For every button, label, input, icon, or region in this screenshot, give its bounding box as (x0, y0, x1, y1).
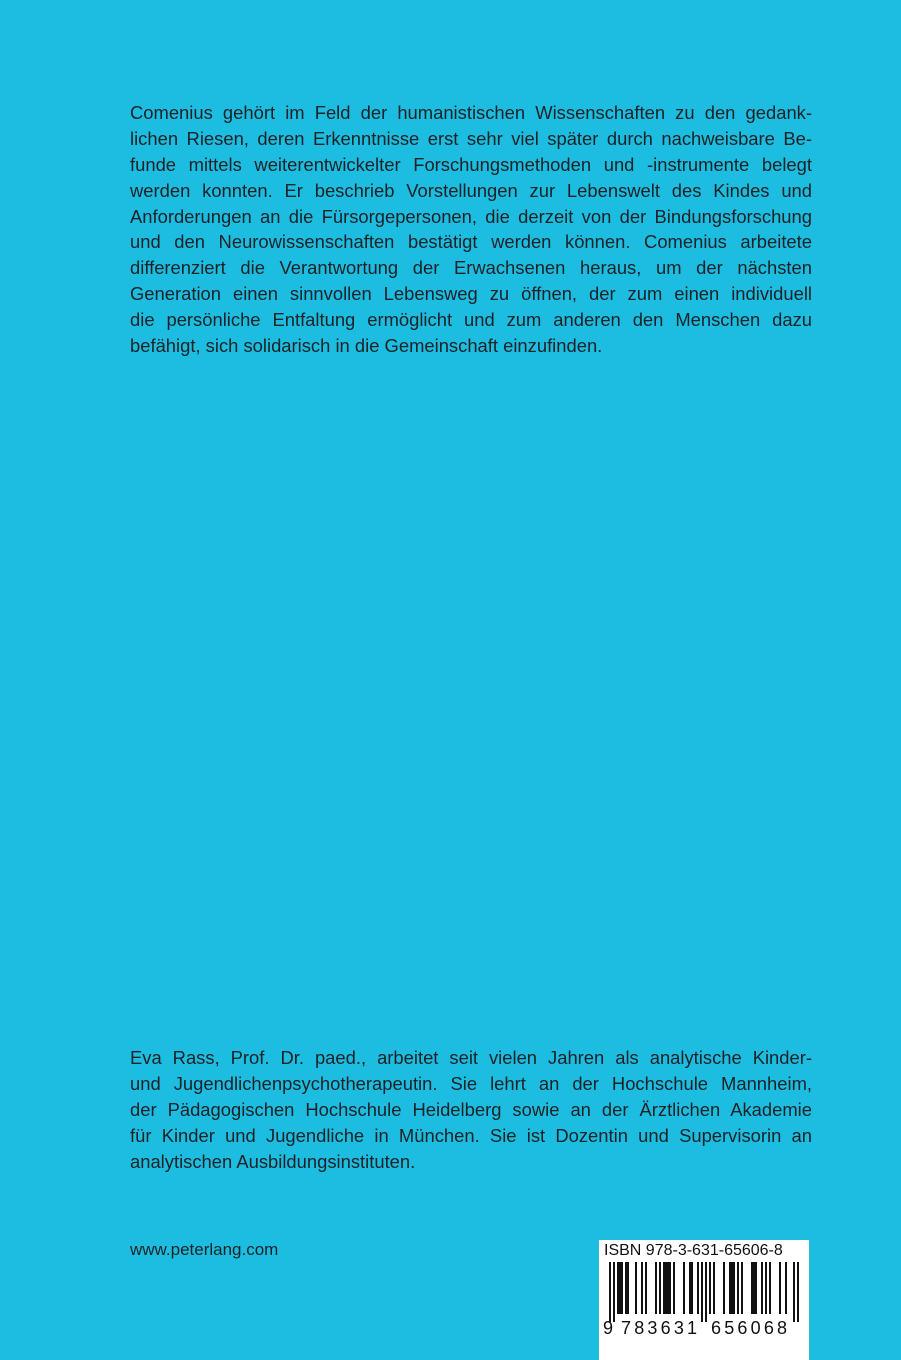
barcode-bar (697, 1262, 699, 1314)
author-bio-line: für Kinder und Jugendliche in München. Sie ist Dozentin und Supervisorin an (130, 1125, 812, 1146)
barcode-bar (663, 1262, 665, 1314)
barcode-bar (641, 1262, 643, 1314)
blurb-line: werden konnten. Er beschrieb Vorstellungen zur Lebenswelt des Kindes und (130, 179, 812, 201)
barcode-first-digit: 9 (603, 1318, 614, 1338)
isbn-label: ISBN 978-3-631-65606-8 (604, 1242, 783, 1259)
blurb-line: Generation einen sinnvollen Lebensweg zu öffnen, der zum einen individuell (130, 283, 812, 305)
blurb-line: befähigt, sich solidarisch in die Gemeinschaft einzufinden. (130, 335, 603, 357)
barcode-bar (765, 1262, 767, 1314)
barcode-bar (769, 1262, 771, 1314)
barcode-bar (751, 1262, 753, 1314)
barcode-bar (619, 1262, 621, 1314)
barcode-bar (635, 1262, 637, 1314)
barcode-bar (621, 1262, 623, 1314)
barcode-bar (709, 1262, 711, 1314)
barcode-bar (753, 1262, 755, 1314)
barcode-guard-bar (613, 1262, 615, 1322)
barcode-bar (737, 1262, 739, 1314)
barcode-bar (733, 1262, 735, 1314)
barcode-digits (599, 1317, 809, 1339)
barcode-bar (667, 1262, 669, 1314)
barcode-bar (723, 1262, 725, 1314)
barcode-left-digits: 783631 (621, 1318, 701, 1338)
blurb-line: die persönliche Entfaltung ermöglicht und zum anderen den Menschen dazu (130, 309, 812, 331)
barcode-guard-bar (609, 1262, 611, 1322)
barcode-bar (659, 1262, 661, 1314)
barcode-right-digits: 656068 (711, 1318, 791, 1338)
barcode-bar (691, 1262, 693, 1314)
author-bio-line: analytischen Ausbildungsinstituten. (130, 1151, 416, 1172)
author-bio-line: und Jugendlichenpsychotherapeutin. Sie lehrt an der Hochschule Mannheim, (130, 1073, 812, 1094)
barcode-guard-bar (793, 1262, 795, 1322)
barcode-bar (645, 1262, 647, 1314)
author-bio (130, 1045, 812, 1175)
blurb-line: Anforderungen an die Fürsorgepersonen, die derzeit von der Bindungsforschung (130, 205, 812, 227)
barcode-bar (625, 1262, 627, 1314)
barcode-bar (683, 1262, 685, 1314)
barcode-bar (673, 1262, 675, 1314)
barcode-bar (779, 1262, 781, 1314)
barcode-bar (689, 1262, 691, 1314)
barcode-bar (741, 1262, 743, 1314)
barcode-bar (669, 1262, 671, 1314)
blurb-line: funde mittels weiterentwickelter Forschungsmethoden und -instrumente belegt (130, 153, 812, 175)
barcode-guard-bar (797, 1262, 799, 1322)
barcode-guard-bar (701, 1262, 703, 1322)
book-blurb (130, 100, 812, 359)
isbn-barcode (599, 1240, 809, 1360)
barcode-bar (729, 1262, 731, 1314)
blurb-line: Comenius gehört im Feld der humanistischen Wissenschaften zu den gedank- (130, 102, 812, 123)
blurb-line: und den Neurowissenschaften bestätigt werden können. Comenius arbeitete (130, 231, 812, 253)
barcode-bar (731, 1262, 733, 1314)
publisher-website[interactable]: www.peterlang.com (130, 1240, 279, 1259)
author-bio-line: Eva Rass, Prof. Dr. paed., arbeitet seit vielen Jahren als analytische Kinder- (130, 1047, 812, 1068)
barcode-bar (755, 1262, 757, 1314)
barcode-bar (617, 1262, 619, 1314)
barcode-bar (665, 1262, 667, 1314)
barcode-guard-bar (705, 1262, 707, 1322)
barcode-bar (655, 1262, 657, 1314)
barcode-bar (627, 1262, 629, 1314)
blurb-line: differenziert die Verantwortung der Erwachsenen heraus, um der nächsten (130, 257, 812, 279)
barcode-bar (785, 1262, 787, 1314)
blurb-line: lichen Riesen, deren Erkenntnisse erst sehr viel später durch nachweisbare Be- (130, 127, 812, 149)
barcode-bar (761, 1262, 763, 1314)
author-bio-line: der Pädagogischen Hochschule Heidelberg sowie an der Ärztlichen Akademie (130, 1099, 812, 1120)
barcode-bar (713, 1262, 715, 1314)
barcode-bars (603, 1262, 805, 1322)
